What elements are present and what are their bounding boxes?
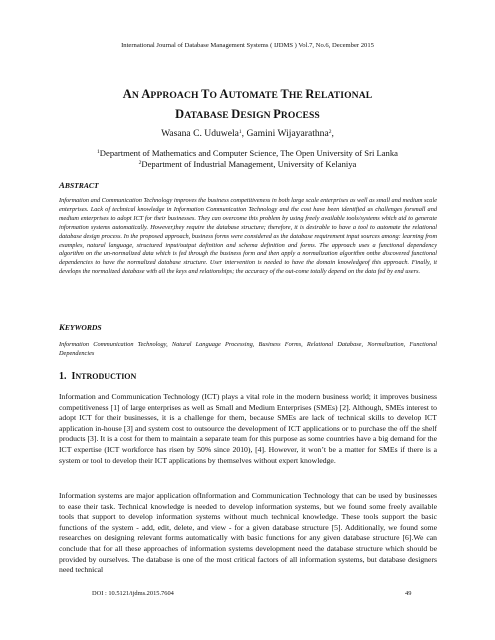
author-name: Wasana C. Uduwela xyxy=(161,128,239,139)
paper-title xyxy=(40,85,455,125)
body-paragraph: Information systems are major application ofInformation and Communication Technology that can be used by businesses to ease their task. Technical knowledge is needed to develop information systems, but we found some freely available tools that support to develop information systems without much technical knowledge. These tools support the basic functions of the system - add, edit, delete, and view - for a given database structure [5]. Additionally, we found some researches on designing relevant forms automatically with basic functions for any given database structure [6].We can conclude that for all these approaches of information systems development need the database structure which should be provided by ourselves. The database is one of the most critical factors of all information systems, but database designers need technical xyxy=(59,491,437,575)
keywords-heading: KEYWORDS xyxy=(59,322,102,332)
body-paragraph: Information and Communication Technology (ICT) plays a vital role in the modern business world; it improves business competitiveness [1] of large enterprises as well as Small and Medium Enterprises (SMEs) [2]. Although, SMEs interest to adopt ICT for their businesses, it is a challenge for them, because SMEs are lack of technical skills to develop ICT application in-house [3] and system cost to outsource the development of ICT applications or to purchase the off the shelf products [3]. It is a cost for them to maintain a separate team for this purpose as some countries have a big demand for the ICT expertise (ICT workforce has risen by 50% since 2010), [4]. However, it won’t be a matter for SMEs if there is a system or tool to develop their ICT applications by themselves without expert knowledge. xyxy=(59,392,437,465)
title-line-1: AN APPROACH TO AUTOMATE THE RELATIONAL xyxy=(122,87,373,101)
affiliation-2: $^2$Department of Industrial Management, University of Kelaniya xyxy=(138,159,357,169)
affiliation-1: $^1$Department of Mathematics and Computer Science, The Open University of Sri Lanka xyxy=(97,148,398,158)
title-line-2: DATABASE DESIGN PROCESS xyxy=(175,107,320,121)
page-number: 49 xyxy=(405,590,412,597)
abstract-heading: ABSTRACT xyxy=(59,180,99,190)
author-superscript: 1 xyxy=(238,129,242,135)
running-head: International Journal of Database Management Systems ( IJDMS ) Vol.7, No.6, December 2015 xyxy=(121,42,374,49)
abstract-text: Information and Communication Technology improves the business competitiveness in both large scale enterprises as well as small and medium scale enterprises. Lack of technical knowledge in Information Communication Technology and the cost have been identified as challenges forsmall and medium enterprises to adopt ICT for their businesses. They can overcome this problem by using freely available tools/systems which aid to generate information systems automatically. However,they require the database structure; therefore, it is desirable to have a tool to automate the relational database design process. In the proposed approach, business forms were considered as the database requirement input sources among: learning from examples, natural language, structured input/output definition and schema definition and forms. The approach uses a functional dependency algorithm on the un-normalized data which is fed through the business form and then apply a normalization algorithm onthe discovered functional dependencies to have the normalized database structure. User intervention is needed to have the domain knowledgeof this approach. Finally, it develops the normalized database with all the keys and relationships; the accuracy of the out-come totally depend on the data fed by end users. xyxy=(59,197,437,276)
introduction-heading: 1. INTRODUCTION xyxy=(59,371,137,382)
doi-footer: DOI : 10.5121/ijdms.2015.7604 xyxy=(92,590,174,597)
author-superscript: 2 xyxy=(328,129,332,135)
keywords-text: Information Communication Technology, Natural Language Processing, Business Forms, Relational Database, Normalization, Functional Dependencies xyxy=(59,341,437,357)
author-name: Gamini Wijayarathna xyxy=(246,128,329,139)
author-list: Wasana C. Uduwela$^1$, Gamini Wijayarathna$^2$, xyxy=(161,128,334,139)
